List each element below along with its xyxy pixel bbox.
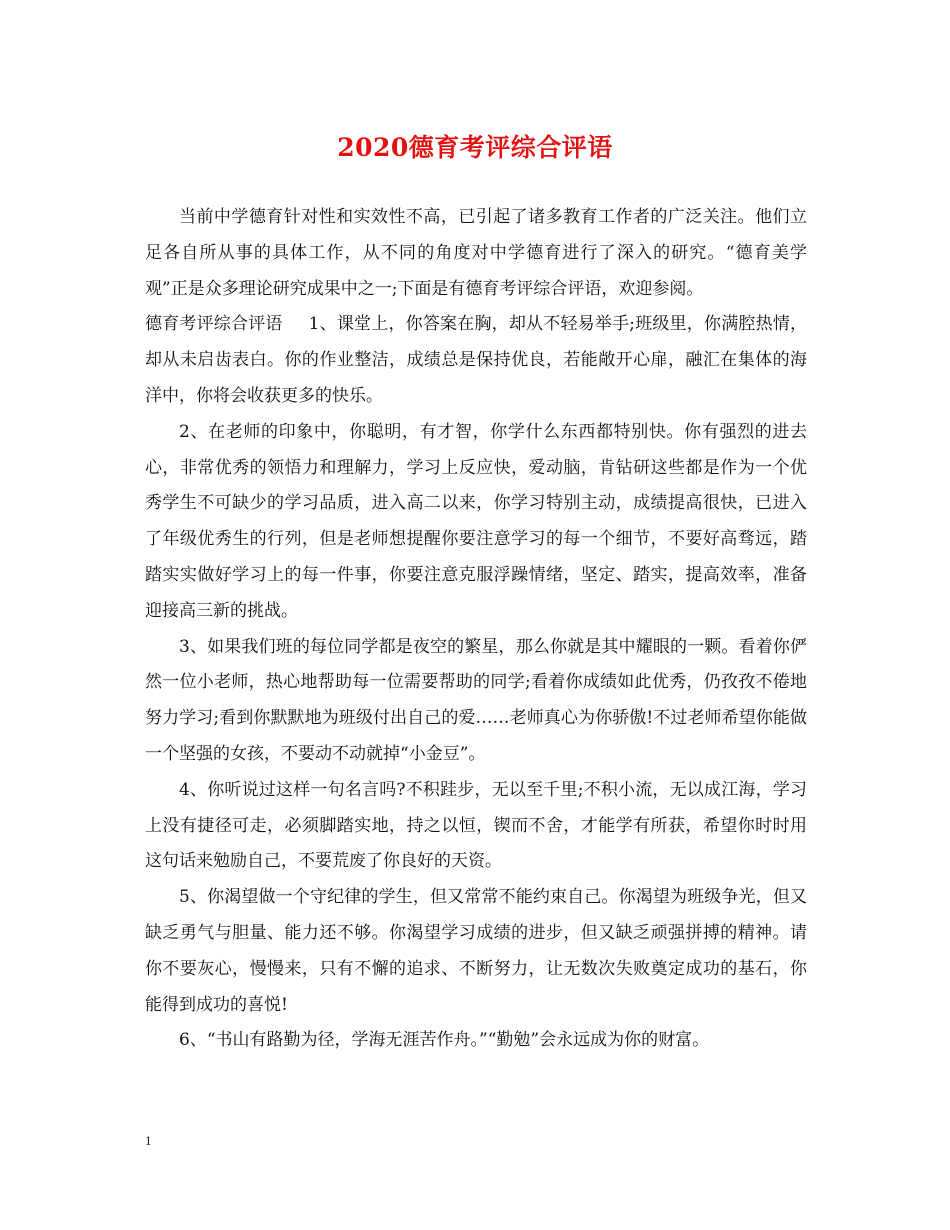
comment-paragraph-2: 2、在老师的印象中，你聪明，有才智，你学什么东西都特别快。你有强烈的进去心，非常优秀的领悟力和理解力，学习上反应快，爱动脑，肯钻研这些都是作为一个优秀学生不可缺少的学习品质，进入高二以来，你学习特别主动，成绩提高很快，已进入了年级优秀生的行列，但是老师想提醒你要注意学习的每一个细节，不要好高骛远，踏踏实实做好学习上的每一件事，你要注意克服浮躁情绪，坚定、踏实，提高效率，准备迎接高三新的挑战。 [145, 421, 807, 621]
comment-paragraph-1 [145, 307, 807, 414]
comment-paragraph-3: 3、如果我们班的每位同学都是夜空的繁星，那么你就是其中耀眼的一颗。看着你俨然一位小老师，热心地帮助每一位需要帮助的同学;看着你成绩如此优秀，仍孜孜不倦地努力学习;看到你默默地为班级付出自己的爱……老师真心为你骄傲!不过老师希望你能做一个坚强的女孩，不要动不动就掉“小金豆”。 [145, 636, 807, 764]
comment-text-1: 1、课堂上，你答案在胸，却从不轻易举手;班级里，你满腔热情，却从未启齿表白。你的作业整洁，成绩总是保持优良，若能敞开心扉，融汇在集体的海洋中，你将会收获更多的快乐。 [145, 314, 808, 406]
page-number: 1 [145, 1133, 152, 1148]
document-title: 2020德育考评综合评语 [337, 133, 613, 162]
comment-paragraph-5: 5、你渴望做一个守纪律的学生，但又常常不能约束自己。你渴望为班级争光，但又缺乏勇气与胆量、能力还不够。你渴望学习成绩的进步，但又缺乏顽强拼搏的精神。请你不要灰心，慢慢来，只有不懈的追求、不断努力，让无数次失败奠定成功的基石，你能得到成功的喜悦! [145, 887, 807, 1015]
intro-paragraph: 当前中学德育针对性和实效性不高，已引起了诸多教育工作者的广泛关注。他们立足各自所从事的具体工作，从不同的角度对中学德育进行了深入的研究。“德育美学观”正是众多理论研究成果中之一;下面是有德育考评综合评语，欢迎参阅。 [145, 207, 807, 299]
document-body [145, 200, 807, 1059]
comment-paragraph-4: 4、你听说过这样一句名言吗?不积跬步，无以至千里;不积小流，无以成江海，学习上没有捷径可走，必须脚踏实地，持之以恒，锲而不舍，才能学有所获，希望你时时用这句话来勉励自己，不要荒废了你良好的天资。 [145, 779, 807, 872]
comment-paragraph-6: 6、“书山有路勤为径，学海无涯苦作舟。”“勤勉”会永远成为你的财富。 [179, 1030, 710, 1051]
section-label: 德育考评综合评语 [145, 314, 283, 335]
